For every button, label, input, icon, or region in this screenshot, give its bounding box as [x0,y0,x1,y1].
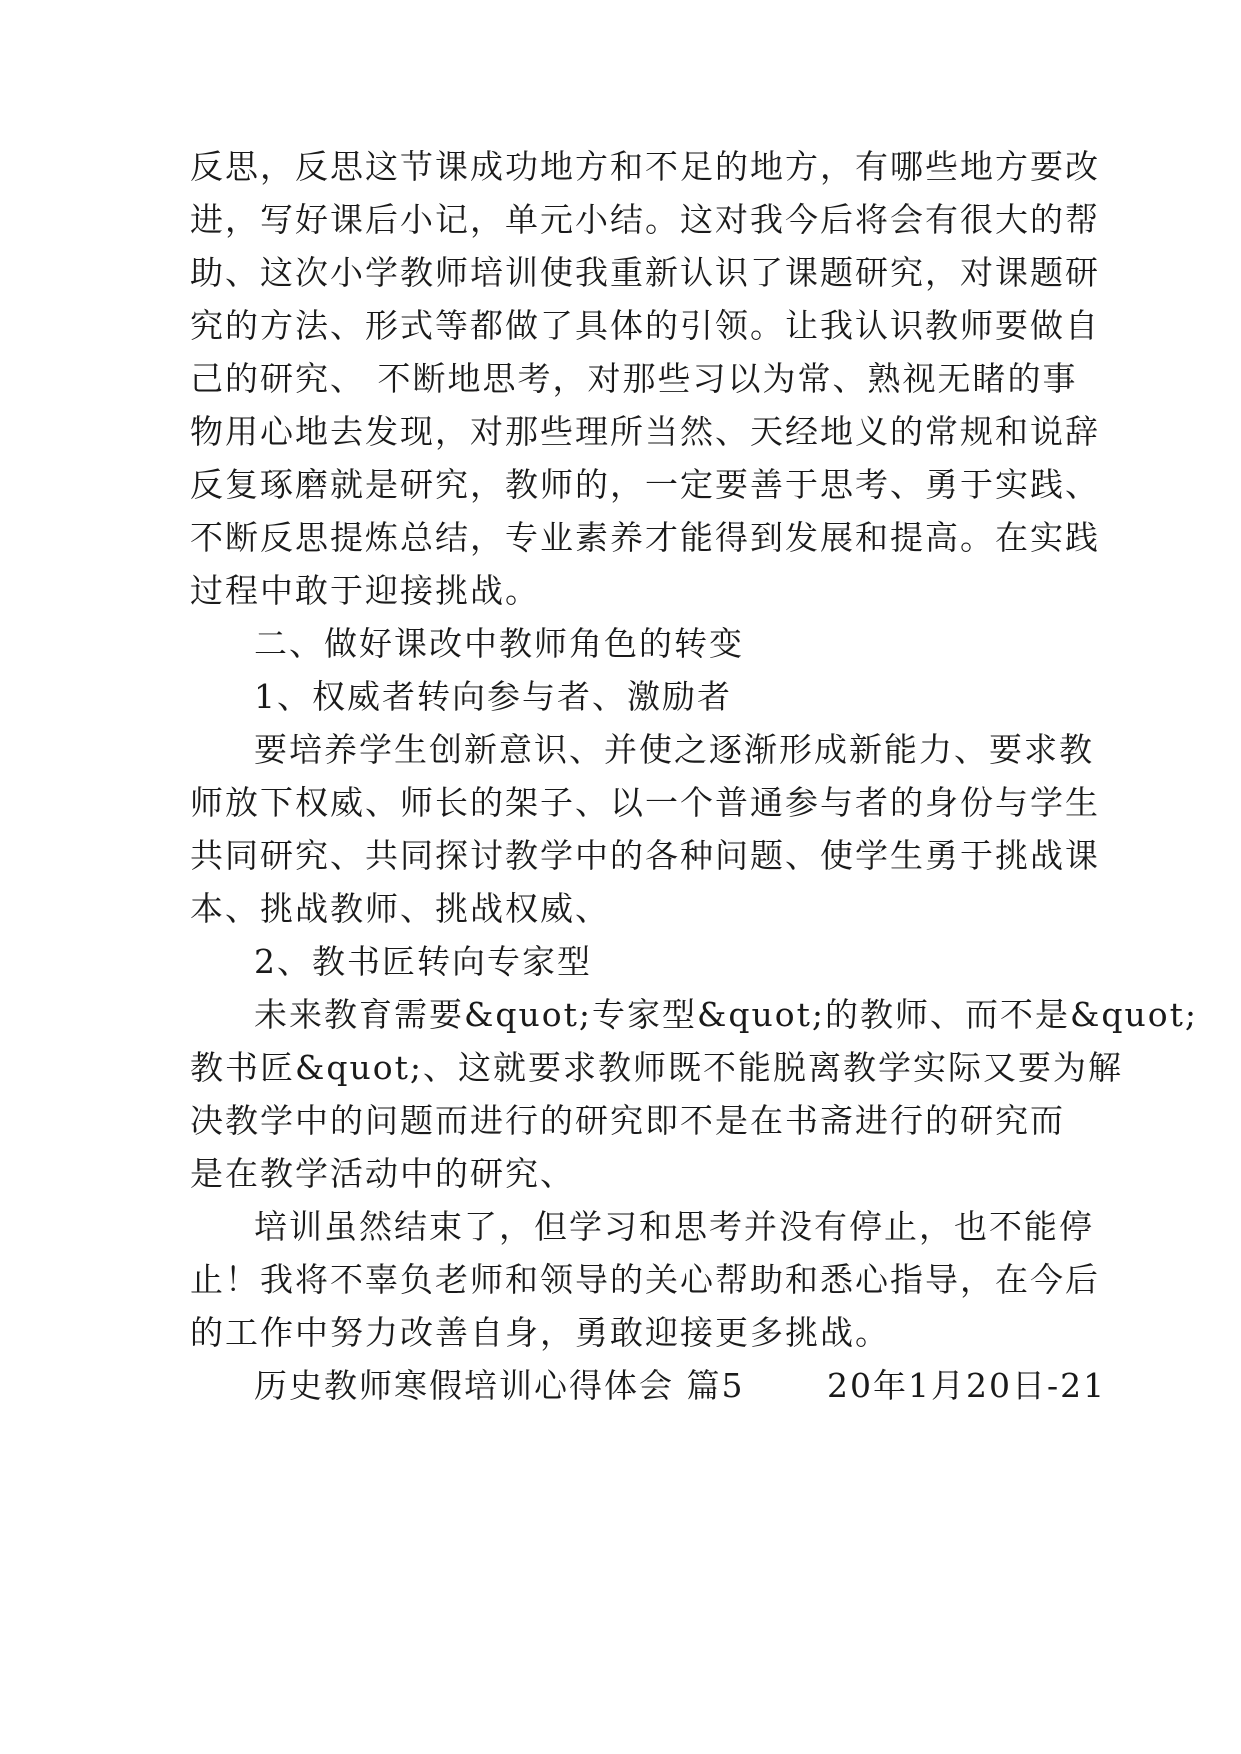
text-line: 助、这次小学教师培训使我重新认识了课题研究，对课题研 [190,253,1100,292]
text-line: 教书匠&quot;、这就要求教师既不能脱离教学实际又要为解 [190,1048,1123,1087]
article-title-line: 历史教师寒假培训心得体会 篇5 20年1月20日-21 [254,1366,1107,1405]
text-line: 本、挑战教师、挑战权威、 [190,889,610,928]
text-line: 己的研究、 不断地思考，对那些习以为常、熟视无睹的事 [190,359,1078,398]
text-line: 反复琢磨就是研究，教师的，一定要善于思考、勇于实践、 [190,465,1100,504]
text-line: 止！我将不辜负老师和领导的关心帮助和悉心指导，在今后 [190,1260,1100,1299]
text-line: 未来教育需要&quot;专家型&quot;的教师、而不是&quot; [254,995,1198,1034]
text-line: 进，写好课后小记，单元小结。这对我今后将会有很大的帮 [190,200,1100,239]
text-line: 不断反思提炼总结，专业素养才能得到发展和提高。在实践 [190,518,1100,557]
section-heading: 二、做好课改中教师角色的转变 [254,624,744,663]
subsection-heading: 1、权威者转向参与者、激励者 [254,677,732,716]
text-line: 反思，反思这节课成功地方和不足的地方，有哪些地方要改 [190,147,1100,186]
text-line: 究的方法、形式等都做了具体的引领。让我认识教师要做自 [190,306,1100,345]
text-line: 决教学中的问题而进行的研究即不是在书斋进行的研究而 [190,1101,1065,1140]
text-line: 的工作中努力改善自身，勇敢迎接更多挑战。 [190,1313,890,1352]
text-line: 培训虽然结束了，但学习和思考并没有停止，也不能停 [254,1207,1094,1246]
subsection-heading: 2、教书匠转向专家型 [254,942,592,981]
text-line: 共同研究、共同探讨教学中的各种问题、使学生勇于挑战课 [190,836,1100,875]
text-line: 师放下权威、师长的架子、以一个普通参与者的身份与学生 [190,783,1100,822]
text-line: 物用心地去发现，对那些理所当然、天经地义的常规和说辞 [190,412,1100,451]
text-line: 要培养学生创新意识、并使之逐渐形成新能力、要求教 [254,730,1094,769]
text-line: 过程中敢于迎接挑战。 [190,571,540,610]
text-line: 是在教学活动中的研究、 [190,1154,575,1193]
